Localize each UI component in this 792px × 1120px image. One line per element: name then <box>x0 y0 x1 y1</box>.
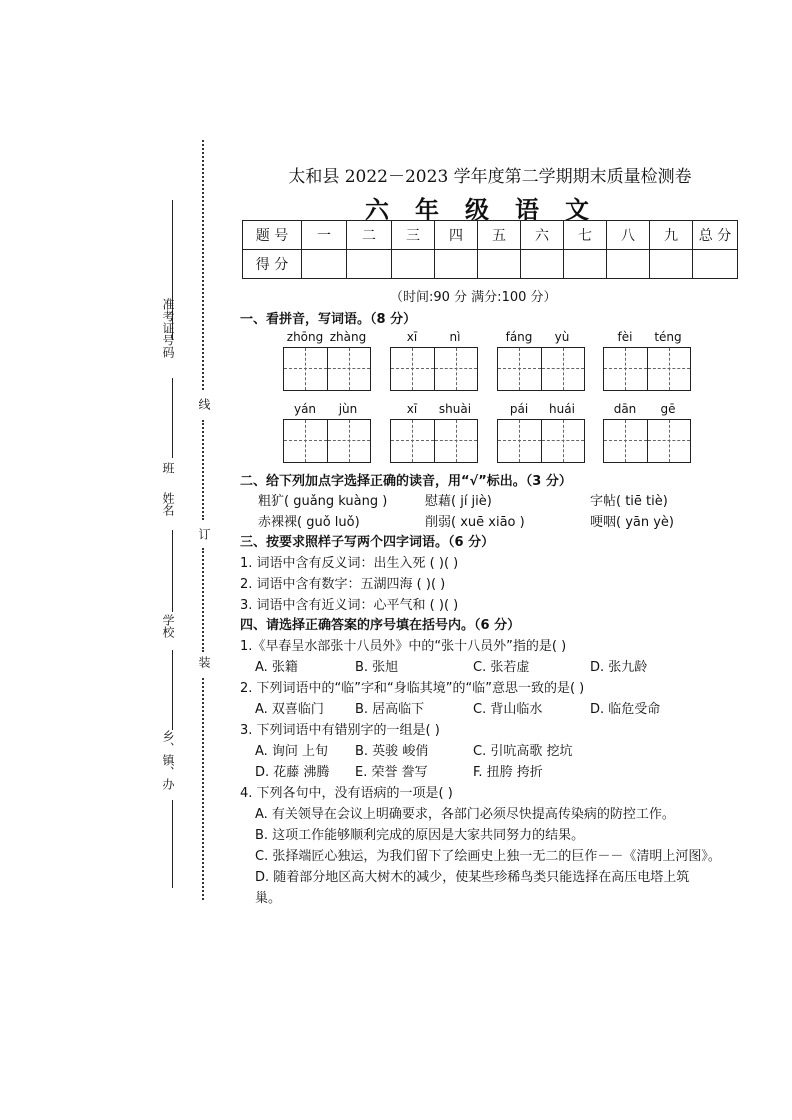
option: D. 临危受命 <box>590 702 661 717</box>
writing-grid[interactable] <box>283 347 371 391</box>
option: A. 双喜临门 <box>255 702 324 717</box>
option: E. 荣誉 誊写 <box>355 765 428 780</box>
binding-dotted-line-mid1 <box>202 420 204 520</box>
score-col-header: 二 <box>347 221 392 250</box>
option: A. 询问 上旬 <box>255 744 329 759</box>
binding-ding-char: 订 <box>197 528 211 540</box>
score-cell[interactable] <box>435 250 478 279</box>
name-label: 姓名 <box>161 492 175 516</box>
pinyin-text: huái <box>549 402 575 416</box>
score-col-header: 七 <box>564 221 607 250</box>
binding-zhuang-char: 装 <box>197 656 211 668</box>
pinyin-text: xī <box>406 330 418 344</box>
binding-xian-char: 线 <box>197 398 211 410</box>
score-cell[interactable] <box>392 250 435 279</box>
class-label: 班 <box>161 462 175 474</box>
idiom-item: 3. 词语中含有近义词：心平气和 ( )( ) <box>240 598 459 613</box>
score-cell[interactable] <box>564 250 607 279</box>
reading-item: 慰藉( jí jiè) <box>425 494 492 509</box>
score-col-header: 一 <box>302 221 347 250</box>
school-label: 学校 <box>161 614 175 638</box>
pinyin-text: gē <box>660 402 676 416</box>
town-label: 乡、镇、办 <box>161 730 175 790</box>
exam-title: 太和县 2022－2023 学年度第二学期期末质量检测卷 <box>288 167 692 187</box>
score-col-header: 四 <box>435 221 478 250</box>
score-cell[interactable] <box>347 250 392 279</box>
writing-grid[interactable] <box>497 419 585 463</box>
pinyin-text: yán <box>293 402 317 416</box>
reading-item: 字帖( tiē tiè) <box>590 494 668 509</box>
binding-dotted-line-bottom <box>202 678 204 900</box>
town-underline <box>172 650 173 730</box>
pinyin-text: jùn <box>338 402 358 416</box>
writing-grid[interactable] <box>390 347 478 391</box>
section3-heading: 三、按要求照样子写两个四字词语。（6 分） <box>240 535 495 550</box>
score-col-header: 八 <box>607 221 650 250</box>
pinyin-text: yù <box>554 330 570 344</box>
school-underline <box>172 530 173 612</box>
score-table-header-row <box>243 221 738 250</box>
writing-grid[interactable] <box>390 419 478 463</box>
score-row2-label: 得 分 <box>243 250 302 279</box>
option: A. 张籍 <box>255 660 298 675</box>
reading-item: 赤裸裸( guǒ luǒ) <box>258 515 360 530</box>
option: B. 英骏 峻俏 <box>355 744 429 759</box>
section4-heading: 四、请选择正确答案的序号填在括号内。（6 分） <box>240 618 521 633</box>
option: A. 有关领导在会议上明确要求，各部门必须尽快提高传染病的防控工作。 <box>255 807 675 822</box>
pinyin-text: fáng <box>505 330 533 344</box>
score-table-score-row <box>243 250 738 279</box>
section2-heading: 二、给下列加点字选择正确的读音，用“√”标出。（3 分） <box>240 474 572 489</box>
pinyin-text: xī <box>406 402 418 416</box>
score-cell[interactable] <box>302 250 347 279</box>
option: D. 随着部分地区高大树木的减少，使某些珍稀鸟类只能选择在高压电塔上筑 <box>255 870 690 885</box>
score-cell[interactable] <box>521 250 564 279</box>
score-cell[interactable] <box>693 250 738 279</box>
option: C. 张若虚 <box>473 660 530 675</box>
score-col-header: 总 分 <box>693 221 738 250</box>
writing-grid[interactable] <box>497 347 585 391</box>
exam-id-label: 准考证号码 <box>161 298 175 358</box>
score-cell[interactable] <box>607 250 650 279</box>
score-col-header: 三 <box>392 221 435 250</box>
score-cell[interactable] <box>478 250 521 279</box>
idiom-item: 2. 词语中含有数字：五湖四海 ( )( ) <box>240 577 446 592</box>
question-3: 3. 下列词语中有错别字的一组是( ) <box>240 723 440 738</box>
option: B. 居高临下 <box>355 702 425 717</box>
score-col-header: 六 <box>521 221 564 250</box>
class-underline <box>172 378 173 458</box>
score-table <box>242 220 738 279</box>
option: D. 张九龄 <box>590 660 648 675</box>
binding-dotted-line-top <box>202 140 204 390</box>
option: C. 张择端匠心独运，为我们留下了绘画史上独一无二的巨作－－《清明上河图》。 <box>255 849 721 864</box>
extra-underline <box>172 800 173 888</box>
reading-item: 粗犷( guǎng kuàng ) <box>258 494 388 509</box>
reading-item: 哽咽( yān yè) <box>590 515 674 530</box>
option: B. 张旭 <box>355 660 399 675</box>
reading-item: 削弱( xuē xiāo ) <box>425 515 525 530</box>
question-2: 2. 下列词语中的“临”字和“身临其境”的“临”意思一致的是( ) <box>240 681 585 696</box>
pinyin-text: zhàng <box>329 330 367 344</box>
pinyin-text: dān <box>613 402 637 416</box>
idiom-item: 1. 词语中含有反义词：出生入死 ( )( ) <box>240 556 459 571</box>
option: 巢。 <box>255 891 282 906</box>
writing-grid[interactable] <box>603 419 691 463</box>
section1-heading: 一、看拼音，写词语。（8 分） <box>240 312 417 327</box>
pinyin-text: shuài <box>438 402 472 416</box>
option: D. 花藤 沸腾 <box>255 765 330 780</box>
pinyin-text: pái <box>509 402 529 416</box>
pinyin-text: fèi <box>617 330 633 344</box>
question-1: 1.《早春呈水部张十八员外》中的“张十八员外”指的是( ) <box>240 639 567 654</box>
option: C. 引吭高歌 挖坑 <box>473 744 573 759</box>
question-4: 4. 下列各句中，没有语病的一项是( ) <box>240 786 453 801</box>
binding-dotted-line-mid2 <box>202 548 204 652</box>
writing-grid[interactable] <box>603 347 691 391</box>
writing-grid[interactable] <box>283 419 371 463</box>
pinyin-text: nì <box>449 330 461 344</box>
score-col-header: 九 <box>650 221 693 250</box>
score-row1-label: 题 号 <box>243 221 302 250</box>
pinyin-text: téng <box>654 330 682 344</box>
time-info: （时间:90 分 满分:100 分） <box>390 290 557 305</box>
score-cell[interactable] <box>650 250 693 279</box>
option: F. 扭胯 挎折 <box>473 765 543 780</box>
option: C. 背山临水 <box>473 702 543 717</box>
score-col-header: 五 <box>478 221 521 250</box>
pinyin-text: zhōng <box>286 330 324 344</box>
option: B. 这项工作能够顺利完成的原因是大家共同努力的结果。 <box>255 828 585 843</box>
subject-title: 六年级语文 <box>365 195 615 224</box>
